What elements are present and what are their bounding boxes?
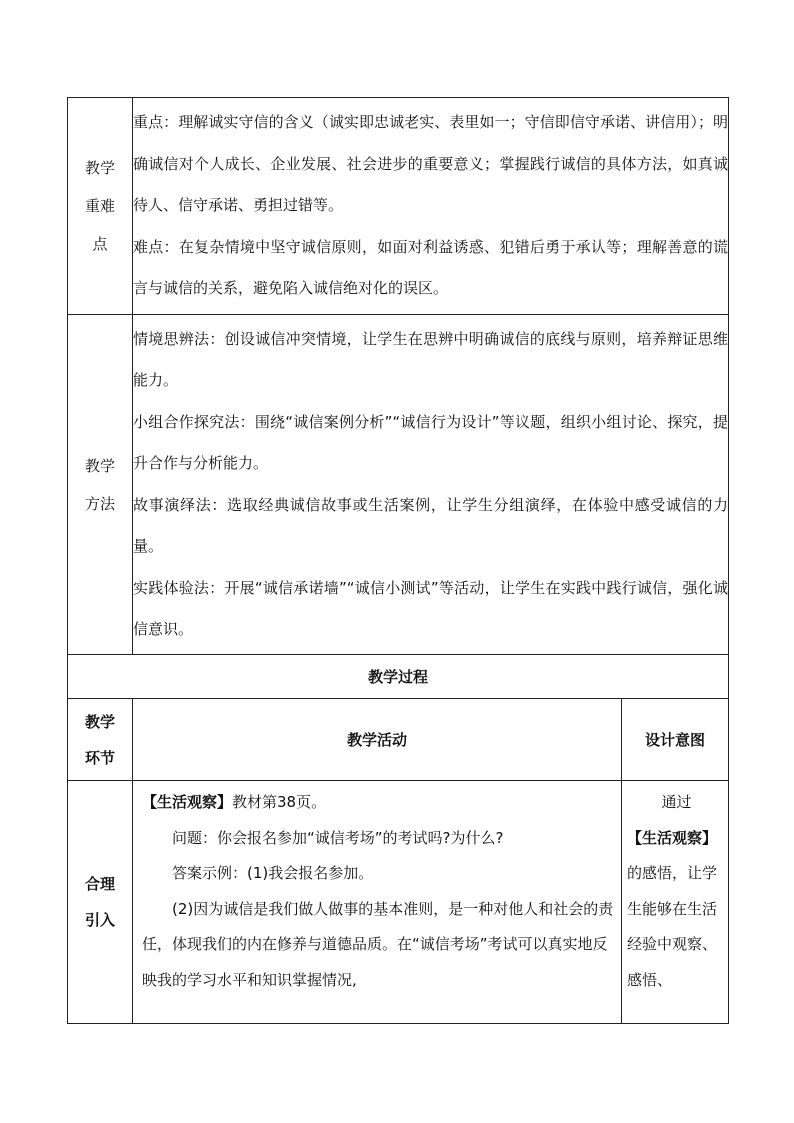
intro-stage-label [68,781,133,1024]
key-points-label-line: 点 [92,235,108,253]
methods-row [68,315,729,655]
process-title-row [68,655,729,699]
activity-lead-bracket: 【生活观察】 [142,793,233,811]
intent-bracket: 【生活观察】 [627,828,718,847]
intent-line: 通过 [661,793,692,811]
key-points-content [133,98,729,315]
activity-answer: 答案示例：(1)我会报名参加。 [172,864,374,882]
key-points-paragraph: 重点：理解诚实守信的含义（诚实即忠诚老实、表里如一；守信即信守承诺、讲信用）；明确诚信对个人成长、企业发展、社会进步的重要意义；掌握践行诚信的具体方法，如真诚待人、信守承诺、勇担过错等。 [133,113,729,215]
lesson-plan-table [67,97,729,1024]
key-points-label [68,98,133,315]
activity-answer: (2)因为诚信是我们做人做事的基本准则，是一种对他人和社会的责任，体现我们的内在修养与道德品质。在“诚信考场”考试可以真实地反映我的学习水平和知识掌握情况, [142,899,614,989]
stage-header-line: 教学 [84,712,115,731]
intro-intent [622,781,729,1024]
intent-line [627,821,726,857]
methods-paragraph: 故事演绎法：选取经典诚信故事或生活案例，让学生分组演绎，在体验中感受诚信的力量。 [133,495,729,555]
methods-content [133,315,729,655]
key-points-row [68,98,729,315]
intent-line: 的感悟，让学生能够在生活经验中观察、感悟、 [627,864,718,989]
process-header-row [68,699,729,781]
methods-label [68,315,133,655]
stage-header [68,699,133,781]
intro-stage-label-line: 引入 [84,911,115,929]
methods-label-line: 教学 [84,456,115,475]
activity-question: 问题：你会报名参加“诚信考场”的考试吗?为什么? [172,828,504,847]
process-title: 教学过程 [68,655,729,699]
intent-header: 设计意图 [622,699,729,781]
key-points-label-line: 重难 [84,197,115,215]
methods-paragraph: 情境思辨法：创设诚信冲突情境，让学生在思辨中明确诚信的底线与原则，培养辩证思维能力。 [133,329,729,389]
activity-lead-text: 教材第38页。 [232,793,327,811]
intro-stage-label-line: 合理 [84,875,115,893]
methods-paragraph: 实践体验法：开展“诚信承诺墙”“诚信小测试”等活动，让学生在实践中践行诚信，强化诚信意识。 [133,578,729,638]
methods-label-line: 方法 [84,494,115,513]
activity-lead [142,785,617,821]
stage-header-line: 环节 [84,748,115,767]
key-points-label-line: 教学 [84,159,115,177]
activity-header: 教学活动 [133,699,622,781]
key-points-paragraph: 难点：在复杂情境中坚守诚信原则，如面对利益诱惑、犯错后勇于承认等；理解善意的谎言与诚信的关系，避免陷入诚信绝对化的误区。 [133,237,729,298]
intro-activity [133,781,622,1024]
methods-paragraph: 小组合作探究法：围绕“诚信案例分析”“诚信行为设计”等议题，组织小组讨论、探究，提升合作与分析能力。 [133,412,729,472]
intro-stage-row [68,781,729,1024]
